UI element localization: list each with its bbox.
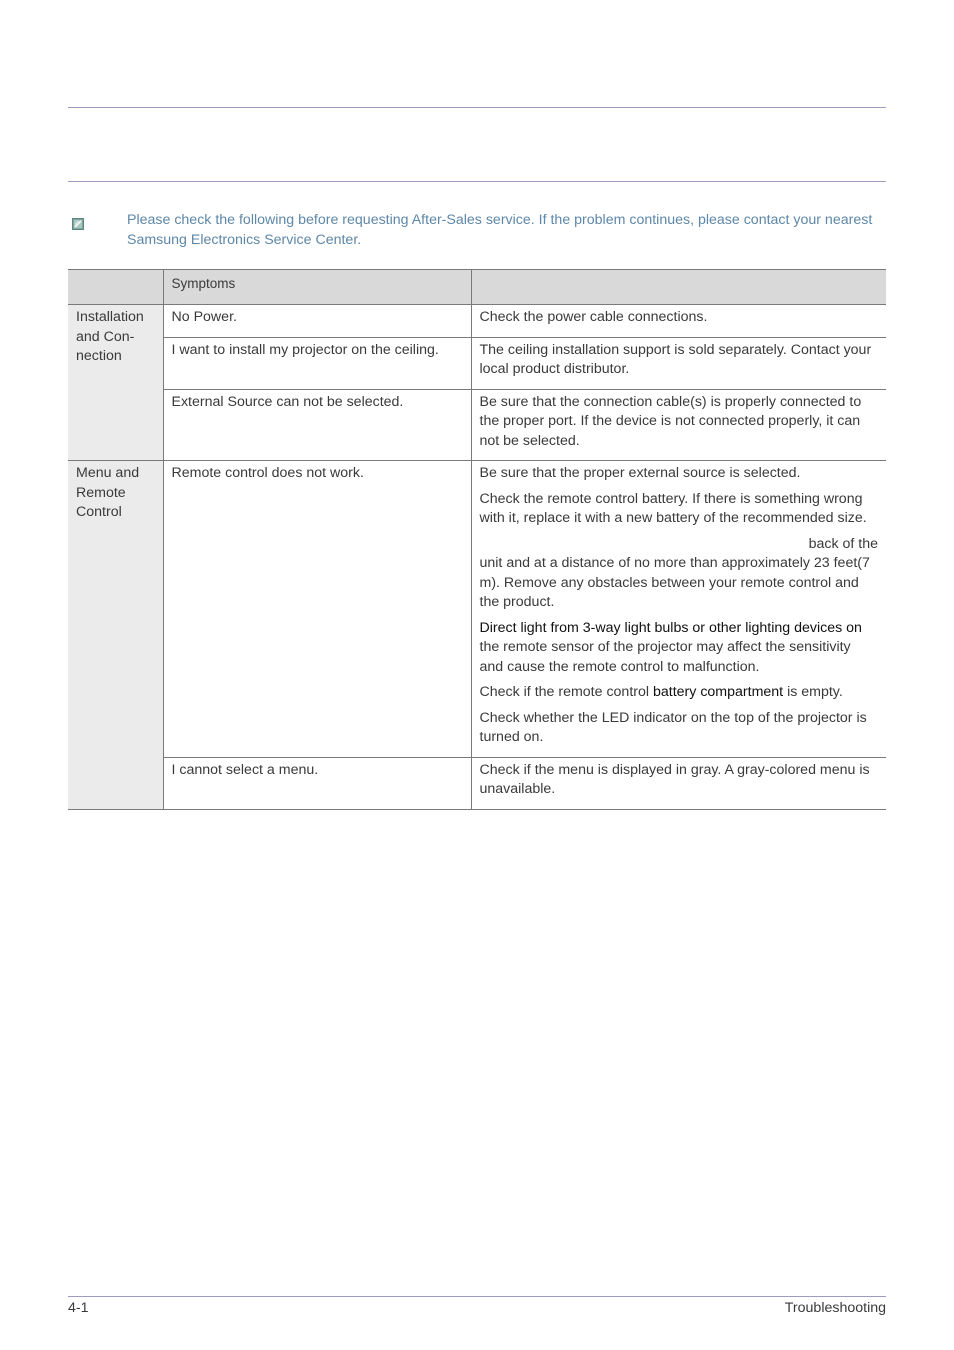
table-row: [68, 337, 886, 389]
title-rule: [68, 181, 886, 182]
solution-text: Check if the menu is displayed in gray. A gray-colored menu is unavailable.: [479, 761, 870, 797]
footer-rule: [68, 1296, 886, 1297]
header-symptoms: Symptoms: [163, 270, 471, 305]
symptom-cell: Remote control does not work.: [163, 461, 471, 758]
solution-cell: [471, 757, 886, 809]
solution-text: [480, 683, 879, 703]
solution-text: Check the power cable connections.: [479, 309, 708, 325]
solution-fragment: the remote sensor of the projector may affect the sensitivity and cause the remote control to malfunction.: [479, 639, 851, 675]
solution-text: [480, 535, 879, 613]
solution-text: Be sure that the proper external source is selected.: [479, 465, 801, 481]
solution-text: [480, 619, 879, 678]
category-cell: Menu and Remote Control: [68, 461, 163, 810]
table-row: [68, 305, 886, 338]
solution-cell: [471, 305, 886, 338]
table-row: [68, 389, 886, 461]
solution-cell: [471, 337, 886, 389]
symptom-cell: External Source can not be selected.: [163, 389, 471, 461]
symptom-cell: I want to install my projector on the ceiling.: [163, 337, 471, 389]
troubleshooting-table: [68, 269, 886, 810]
solution-text: Be sure that the connection cable(s) is properly connected to the proper port. If the device is not connected properly, it can not be selected.: [479, 393, 862, 449]
solution-fragment: unit and at a distance of no more than approximately 23 feet(7 m). Remove any obstacles between your remote control and the product.: [479, 555, 870, 610]
solution-fragment: battery compartment: [653, 684, 784, 700]
top-rule: [68, 107, 886, 108]
table-row: [68, 461, 886, 758]
solution-text: The ceiling installation support is sold separately. Contact your local product distributor.: [479, 341, 872, 377]
header-solutions: [471, 270, 886, 305]
solution-text: Check the remote control battery. If there is something wrong with it, replace it with a new battery of the recommended size.: [479, 490, 867, 526]
solution-fragment: Check if the remote control: [479, 684, 650, 700]
solution-fragment: Direct light from 3-way light bulbs or other lighting devices on: [479, 619, 862, 636]
table-row: [68, 757, 886, 809]
category-cell: Installation and Con-nection: [68, 305, 163, 461]
solution-text: Check whether the LED indicator on the top of the projector is turned on.: [479, 709, 867, 745]
solution-fragment: back of the: [808, 535, 878, 552]
section-name: Troubleshooting: [784, 1300, 886, 1316]
solution-cell: [471, 389, 886, 461]
note-text: Please check the following before requesting After-Sales service. If the problem continues, please contact your nearest Samsung Electronics Service Center.: [127, 212, 873, 248]
symptom-cell: I cannot select a menu.: [163, 757, 471, 809]
note-icon: [72, 218, 84, 230]
page-number: 4-1: [68, 1300, 89, 1316]
symptom-cell: No Power.: [163, 305, 471, 338]
solution-cell: [471, 461, 886, 758]
header-category: [68, 270, 163, 305]
table-header-row: [68, 270, 886, 305]
solution-fragment: is empty.: [787, 684, 843, 700]
